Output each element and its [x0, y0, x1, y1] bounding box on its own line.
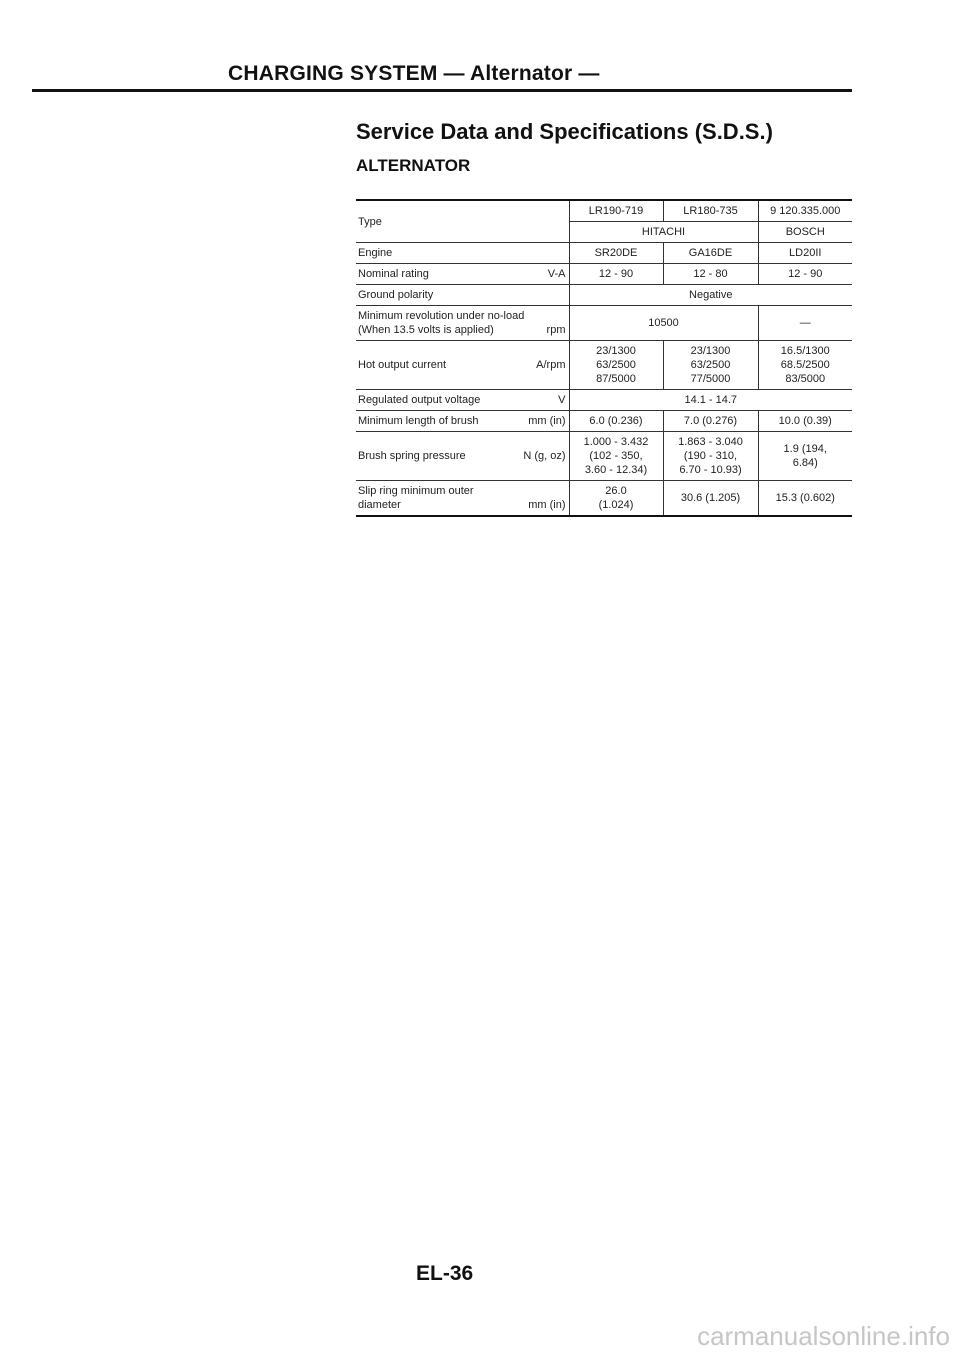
slip-ring-1-line2: (1.024)	[598, 499, 634, 511]
spring-pressure-value-1	[569, 432, 663, 481]
brush-length-value-1: 6.0 (0.236)	[569, 411, 663, 432]
table-row-nominal-rating	[356, 264, 852, 285]
page-title: Service Data and Specifications (S.D.S.)	[356, 119, 773, 144]
min-revolution-unit: rpm	[546, 324, 566, 336]
specifications-table	[356, 199, 852, 517]
hot-output-2-line2: 63/2500	[690, 359, 731, 371]
maker-hitachi: HITACHI	[569, 222, 758, 243]
engine-label: Engine	[356, 243, 569, 264]
ground-polarity-label: Ground polarity	[356, 285, 569, 306]
slip-ring-line1: Slip ring minimum outer	[358, 485, 474, 497]
min-revolution-label	[356, 306, 569, 341]
nominal-value-2: 12 - 80	[663, 264, 758, 285]
nominal-rating-text: Nominal rating	[358, 268, 429, 280]
spring-pressure-label	[356, 432, 569, 481]
hot-output-1-line3: 87/5000	[596, 373, 636, 385]
spring-2-line3: 6.70 - 10.93)	[679, 464, 742, 476]
spring-pressure-value-3	[758, 432, 852, 481]
hot-output-1-line1: 23/1300	[596, 345, 636, 357]
table-row-brush-length	[356, 411, 852, 432]
nominal-value-1: 12 - 90	[569, 264, 663, 285]
table-row-min-revolution	[356, 306, 852, 341]
min-revolution-value-hitachi: 10500	[569, 306, 758, 341]
hot-output-3-line3: 83/5000	[785, 373, 826, 385]
hot-output-unit: A/rpm	[536, 359, 566, 371]
ground-polarity-value: Negative	[569, 285, 852, 306]
spring-3-line1: 1.9 (194,	[783, 443, 827, 455]
table-row-spring-pressure	[356, 432, 852, 481]
section-header: CHARGING SYSTEM — Alternator —	[228, 62, 600, 85]
hot-output-value-2	[663, 341, 758, 390]
type-value-3: 9 120.335.000	[758, 200, 852, 222]
nominal-value-3: 12 - 90	[758, 264, 852, 285]
spring-pressure-text: Brush spring pressure	[358, 450, 466, 462]
spring-1-line1: 1.000 - 3.432	[583, 436, 649, 448]
slip-ring-value-3: 15.3 (0.602)	[758, 481, 852, 517]
table-row-regulated-voltage	[356, 390, 852, 411]
nominal-rating-unit: V-A	[547, 268, 566, 280]
spring-2-line2: (190 - 310,	[683, 450, 738, 462]
slip-ring-label	[356, 481, 569, 517]
table-row-type	[356, 200, 852, 222]
spring-pressure-unit: N (g, oz)	[523, 450, 566, 462]
engine-value-3: LD20II	[758, 243, 852, 264]
table-row-ground-polarity	[356, 285, 852, 306]
regulated-voltage-label	[356, 390, 569, 411]
section-subtitle: ALTERNATOR	[356, 156, 471, 175]
spring-1-line2: (102 - 350,	[589, 450, 643, 462]
brush-length-unit: mm (in)	[528, 415, 566, 427]
hot-output-text: Hot output current	[358, 359, 447, 371]
type-value-1: LR190-719	[569, 200, 663, 222]
engine-value-1: SR20DE	[569, 243, 663, 264]
type-label: Type	[356, 200, 569, 243]
brush-length-label	[356, 411, 569, 432]
page-number: EL-36	[416, 1262, 474, 1285]
hot-output-3-line2: 68.5/2500	[780, 359, 830, 371]
hot-output-2-line1: 23/1300	[690, 345, 731, 357]
spring-2-line1: 1.863 - 3.040	[678, 436, 743, 448]
regulated-voltage-unit: V	[558, 394, 566, 406]
hot-output-label	[356, 341, 569, 390]
spring-3-line2: 6.84)	[792, 457, 818, 469]
brush-length-value-3: 10.0 (0.39)	[758, 411, 852, 432]
slip-ring-value-2: 30.6 (1.205)	[663, 481, 758, 517]
spring-1-line3: 3.60 - 12.34)	[584, 464, 648, 476]
min-revolution-value-bosch: —	[758, 306, 852, 341]
hot-output-value-3	[758, 341, 852, 390]
table-row-hot-output	[356, 341, 852, 390]
min-revolution-line1: Minimum revolution under no-load	[358, 310, 525, 322]
regulated-voltage-value: 14.1 - 14.7	[569, 390, 852, 411]
table-row-slip-ring	[356, 481, 852, 517]
brush-length-value-2: 7.0 (0.276)	[663, 411, 758, 432]
hot-output-value-1	[569, 341, 663, 390]
hot-output-2-line3: 77/5000	[690, 373, 731, 385]
nominal-rating-label	[356, 264, 569, 285]
header-rule	[32, 89, 852, 92]
slip-ring-value-1	[569, 481, 663, 517]
hot-output-1-line2: 63/2500	[596, 359, 636, 371]
watermark-text: carmanualsonline.info	[697, 1321, 950, 1351]
slip-ring-unit: mm (in)	[528, 499, 566, 511]
type-value-2: LR180-735	[663, 200, 758, 222]
maker-bosch: BOSCH	[758, 222, 852, 243]
engine-value-2: GA16DE	[663, 243, 758, 264]
regulated-voltage-text: Regulated output voltage	[358, 394, 481, 406]
table-row-engine	[356, 243, 852, 264]
brush-length-text: Minimum length of brush	[358, 415, 479, 427]
slip-ring-1-line1: 26.0	[605, 485, 627, 497]
min-revolution-line2: (When 13.5 volts is applied)	[358, 324, 494, 336]
spring-pressure-value-2	[663, 432, 758, 481]
hot-output-3-line1: 16.5/1300	[780, 345, 830, 357]
slip-ring-line2: diameter	[358, 499, 401, 511]
